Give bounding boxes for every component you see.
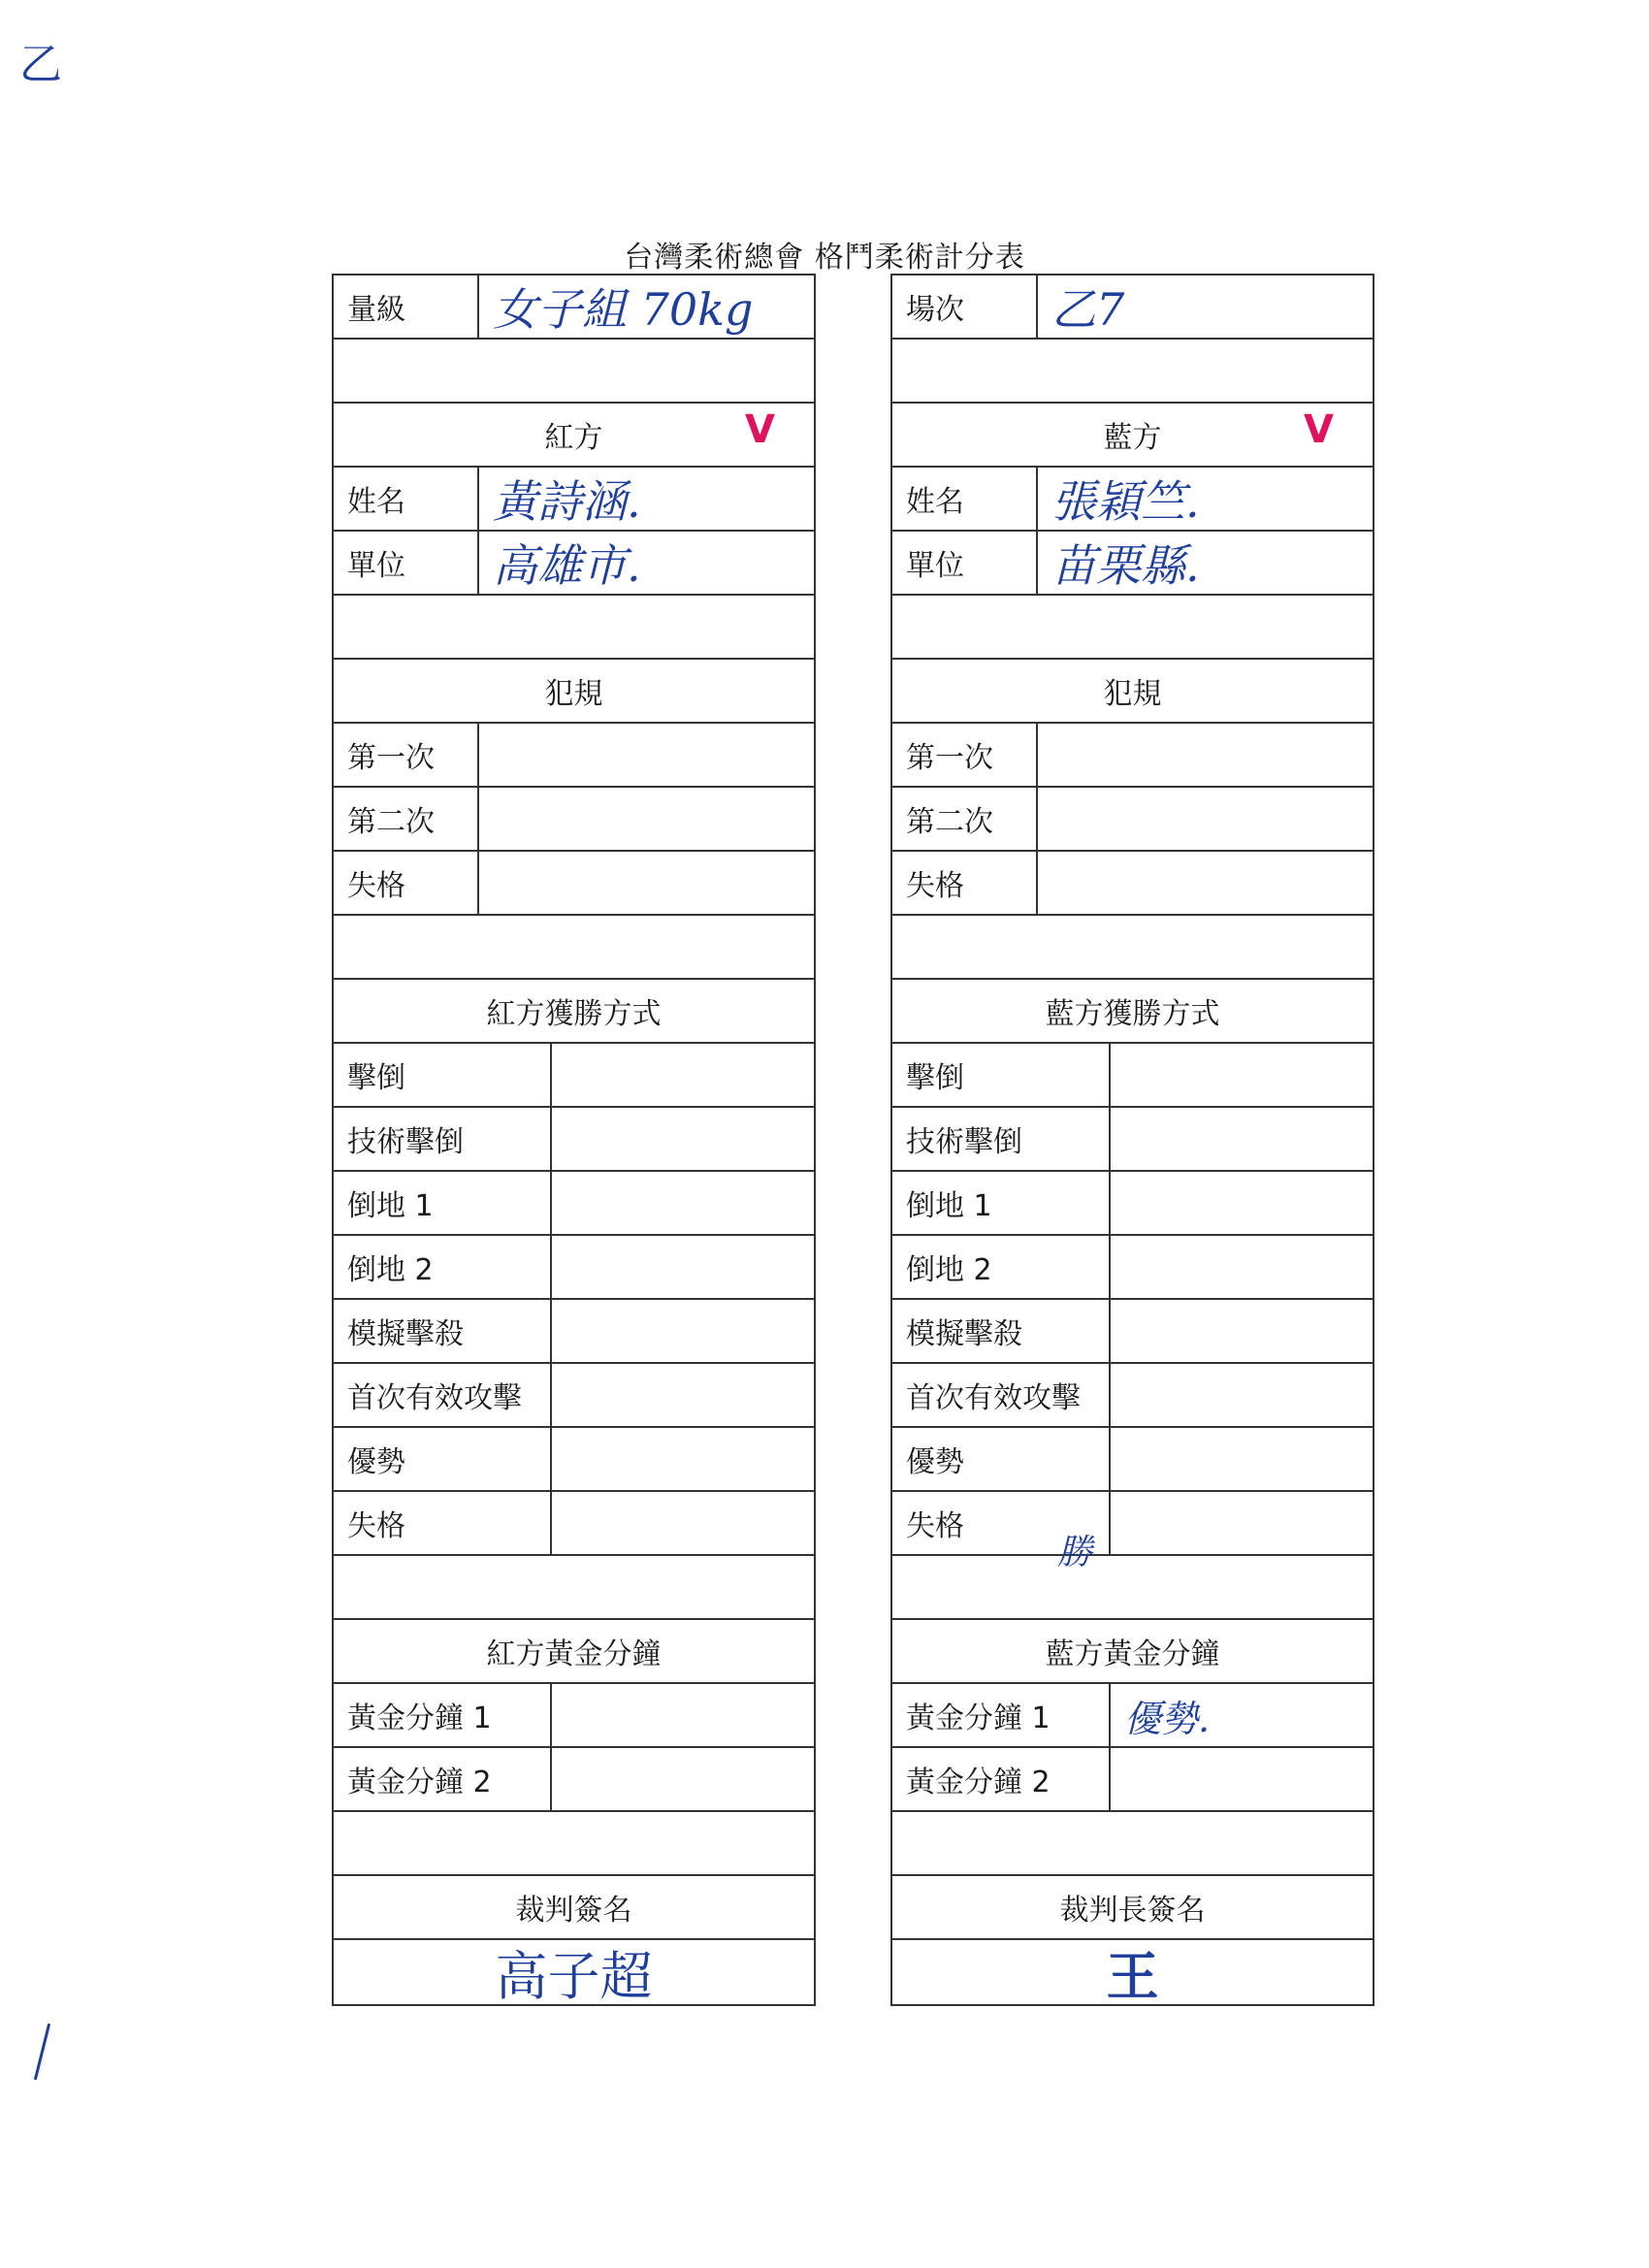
sheet-title: 台灣柔術總會 格鬥柔術計分表: [624, 241, 1025, 275]
win-label: 倒地 1: [334, 1172, 552, 1234]
corner-mark: 乙: [19, 40, 62, 89]
gold-field[interactable]: [1111, 1748, 1373, 1810]
blue-unit-row: [892, 532, 1373, 596]
red-foul-3: [334, 852, 814, 916]
win-field[interactable]: [1111, 1492, 1373, 1554]
gold-label: 黃金分鐘 2: [892, 1748, 1111, 1810]
win-label: 失格: [334, 1492, 552, 1554]
win-field[interactable]: [1111, 1044, 1373, 1106]
foul-field[interactable]: [1038, 852, 1373, 914]
win-field[interactable]: [552, 1428, 814, 1490]
blue-foul-1: [892, 724, 1373, 788]
win-row: [334, 1428, 814, 1492]
foul-field[interactable]: [479, 852, 814, 914]
gold-value: 優勢.: [1124, 1697, 1211, 1740]
red-foul-1: [334, 724, 814, 788]
win-field[interactable]: [1111, 1300, 1373, 1362]
red-name-row: [334, 468, 814, 532]
spacer-row: [892, 916, 1373, 980]
red-foul-2: [334, 788, 814, 852]
blue-unit-field[interactable]: [1038, 532, 1373, 594]
gold-field[interactable]: [552, 1748, 814, 1810]
win-field[interactable]: [1111, 1364, 1373, 1426]
weight-label: 量級: [334, 275, 479, 338]
win-label: 優勢: [892, 1428, 1111, 1490]
spacer-row: [892, 340, 1373, 404]
win-field[interactable]: [552, 1108, 814, 1170]
win-label: 技術擊倒: [334, 1108, 552, 1170]
win-row: [334, 1236, 814, 1300]
win-row: [334, 1108, 814, 1172]
blue-win-header-row: [892, 980, 1373, 1044]
foul-label: 失格: [334, 852, 479, 914]
gold-row: [334, 1684, 814, 1748]
foul-field[interactable]: [1038, 788, 1373, 850]
win-field[interactable]: [1111, 1172, 1373, 1234]
match-field[interactable]: [1038, 275, 1373, 338]
gold-row: [892, 1748, 1373, 1812]
weight-row: [334, 275, 814, 340]
unit-label: 單位: [334, 532, 479, 594]
win-field[interactable]: [1111, 1428, 1373, 1490]
blue-foul-2: [892, 788, 1373, 852]
win-field[interactable]: [552, 1492, 814, 1554]
weight-field[interactable]: [479, 275, 814, 338]
red-unit-value: 高雄市.: [493, 539, 641, 592]
spacer-row: [334, 340, 814, 404]
match-row: [892, 275, 1373, 340]
win-field[interactable]: [1111, 1236, 1373, 1298]
foul-field[interactable]: [479, 788, 814, 850]
foul-label: 第二次: [892, 788, 1038, 850]
win-row: [892, 1300, 1373, 1364]
win-row: [334, 1172, 814, 1236]
red-unit-field[interactable]: [479, 532, 814, 594]
win-row: [334, 1364, 814, 1428]
win-label: 倒地 1: [892, 1172, 1111, 1234]
gold-field[interactable]: [1111, 1684, 1373, 1746]
spacer-row: [892, 1533, 1373, 1620]
win-method-header: 紅方獲勝方式: [486, 997, 662, 1031]
win-label: 擊倒: [334, 1044, 552, 1106]
foul-label: 第一次: [334, 724, 479, 786]
win-label: 模擬擊殺: [334, 1300, 552, 1362]
win-row: [892, 1428, 1373, 1492]
red-side-panel: [332, 274, 816, 2006]
win-field[interactable]: [552, 1364, 814, 1426]
name-label: 姓名: [334, 468, 479, 530]
spacer-row: [334, 1556, 814, 1620]
win-row: [892, 1044, 1373, 1108]
referee-signature-field[interactable]: [334, 1940, 814, 2007]
win-field[interactable]: [552, 1236, 814, 1298]
gold-field[interactable]: [552, 1684, 814, 1746]
chief-referee-signature: 王: [1106, 1944, 1159, 2007]
win-label: 優勢: [334, 1428, 552, 1490]
blue-name-value: 張穎竺.: [1051, 475, 1200, 528]
weight-value: 女子組 70kg: [493, 283, 754, 336]
foul-field[interactable]: [479, 724, 814, 786]
referee-sign-row: [334, 1940, 814, 2007]
fouls-header: 犯規: [1103, 677, 1162, 711]
win-label: 擊倒: [892, 1044, 1111, 1106]
red-name-field[interactable]: [479, 468, 814, 530]
chief-referee-signature-field[interactable]: [892, 1940, 1373, 2007]
win-label: 首次有效攻擊: [892, 1364, 1111, 1426]
win-label: 模擬擊殺: [892, 1300, 1111, 1362]
referee-sign-header-row: [334, 1876, 814, 1940]
win-label: 倒地 2: [334, 1236, 552, 1298]
red-side-header: 紅方 V: [544, 407, 775, 455]
win-row: [892, 1492, 1373, 1556]
edge-pen-stroke: [34, 2024, 50, 2081]
red-name-value: 黃詩涵.: [493, 475, 641, 528]
blue-foul-3: [892, 852, 1373, 916]
red-check-mark: V: [745, 407, 775, 452]
unit-label: 單位: [892, 532, 1038, 594]
win-field[interactable]: [552, 1044, 814, 1106]
chief-sign-header-row: [892, 1876, 1373, 1940]
foul-label: 第一次: [892, 724, 1038, 786]
spacer-row: [334, 596, 814, 660]
red-header-row: [334, 404, 814, 468]
win-label: 倒地 2: [892, 1236, 1111, 1298]
name-label: 姓名: [892, 468, 1038, 530]
chief-sign-row: [892, 1940, 1373, 2007]
win-note: 勝: [1057, 1533, 1093, 1572]
win-row: [892, 1236, 1373, 1300]
spacer-row: [892, 1812, 1373, 1876]
spacer-row: [892, 596, 1373, 660]
golden-minute-header: 紅方黃金分鐘: [486, 1637, 662, 1671]
gold-label: 黃金分鐘 2: [334, 1748, 552, 1810]
win-field[interactable]: [552, 1300, 814, 1362]
blue-unit-value: 苗栗縣.: [1051, 539, 1200, 592]
blue-check-mark: V: [1304, 407, 1334, 452]
blue-header-row: [892, 404, 1373, 468]
win-field[interactable]: [552, 1172, 814, 1234]
win-row: [334, 1300, 814, 1364]
referee-signature: 高子超: [495, 1945, 653, 2007]
spacer-row: [334, 1812, 814, 1876]
spacer-row: [334, 916, 814, 980]
win-row: [892, 1108, 1373, 1172]
win-field[interactable]: [1111, 1108, 1373, 1170]
fouls-header: 犯規: [544, 677, 603, 711]
match-value: 乙7: [1051, 283, 1125, 336]
red-unit-row: [334, 532, 814, 596]
win-label: 技術擊倒: [892, 1108, 1111, 1170]
blue-side-panel: [890, 274, 1374, 2006]
blue-name-field[interactable]: [1038, 468, 1373, 530]
blue-fouls-header-row: [892, 660, 1373, 724]
red-fouls-header-row: [334, 660, 814, 724]
gold-label: 黃金分鐘 1: [334, 1684, 552, 1746]
red-win-header-row: [334, 980, 814, 1044]
gold-row: [892, 1684, 1373, 1748]
gold-label: 黃金分鐘 1: [892, 1684, 1111, 1746]
match-label: 場次: [892, 275, 1038, 338]
blue-side-header: 藍方 V: [1103, 407, 1334, 455]
foul-field[interactable]: [1038, 724, 1373, 786]
win-label: 失格: [892, 1492, 1111, 1554]
gold-row: [334, 1748, 814, 1812]
red-gold-header-row: [334, 1620, 814, 1684]
chief-referee-sign-header: 裁判長簽名: [1059, 1894, 1206, 1928]
win-row: [334, 1044, 814, 1108]
win-method-header: 藍方獲勝方式: [1045, 997, 1220, 1031]
win-row: [892, 1172, 1373, 1236]
win-row: [892, 1364, 1373, 1428]
win-row: [334, 1492, 814, 1556]
foul-label: 失格: [892, 852, 1038, 914]
blue-name-row: [892, 468, 1373, 532]
foul-label: 第二次: [334, 788, 479, 850]
win-label: 首次有效攻擊: [334, 1364, 552, 1426]
blue-gold-header-row: [892, 1620, 1373, 1684]
referee-sign-header: 裁判簽名: [515, 1894, 632, 1928]
golden-minute-header: 藍方黃金分鐘: [1045, 1637, 1220, 1671]
